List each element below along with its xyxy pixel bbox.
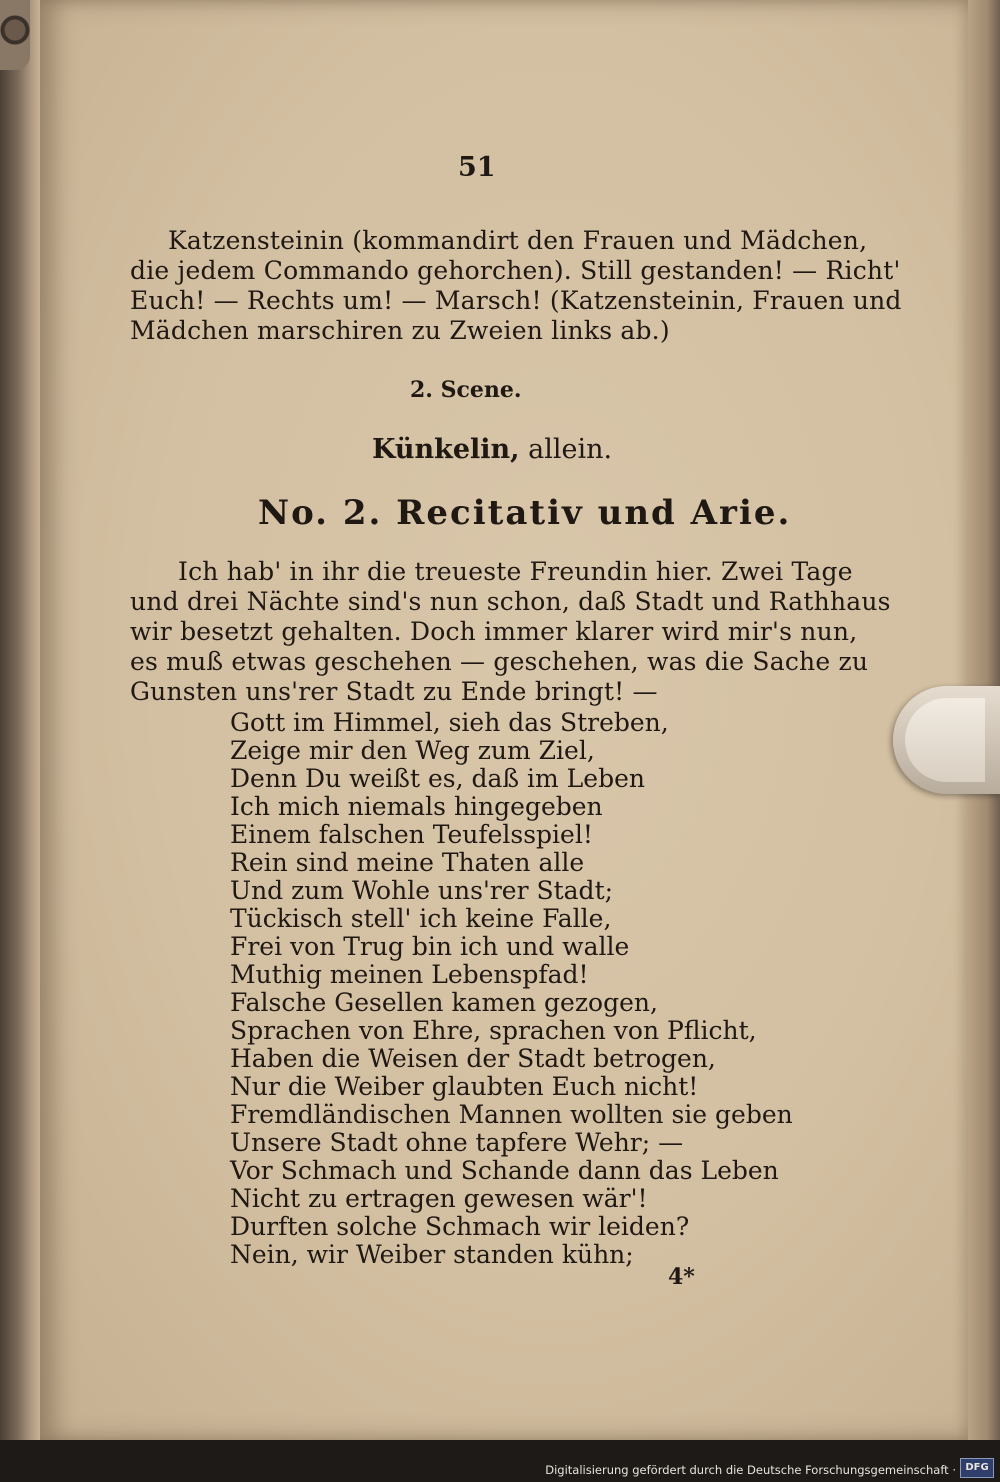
verse-line: Nein, wir Weiber standen kühn; (230, 1240, 634, 1269)
verse-line: Haben die Weisen der Stadt betrogen, (230, 1044, 716, 1073)
verse-line: Unsere Stadt ohne tapfere Wehr; — (230, 1128, 684, 1157)
text-line: Ich hab' in ihr die treueste Freundin hier. Zwei Tage (178, 557, 853, 586)
verse-line: Denn Du weißt es, daß im Leben (230, 764, 645, 793)
verse-line: Einem falschen Teufelsspiel! (230, 820, 593, 849)
verse-line: Und zum Wohle uns'rer Stadt; (230, 876, 614, 905)
verse-line: Muthig meinen Lebenspfad! (230, 960, 589, 989)
book-gutter (0, 0, 40, 1482)
verse-line: Rein sind meine Thaten alle (230, 848, 585, 877)
text-line: Katzensteinin (kommandirt den Frauen und Mädchen, (168, 226, 868, 255)
role-name: Künkelin, (372, 434, 520, 465)
sheet-signature: 4* (668, 1264, 695, 1290)
verse-line: Sprachen von Ehre, sprachen von Pflicht, (230, 1016, 757, 1045)
page-number: 51 (458, 152, 496, 183)
verse-line: Ich mich niemals hingegeben (230, 792, 603, 821)
verse-line: Nur die Weiber glaubten Euch nicht! (230, 1072, 699, 1101)
verse-line: Nicht zu ertragen gewesen wär'! (230, 1184, 648, 1213)
verse-line: Gott im Himmel, sieh das Streben, (230, 708, 669, 737)
text-line: es muß etwas geschehen — geschehen, was die Sache zu (130, 647, 869, 676)
text-line: Gunsten uns'rer Stadt zu Ende bringt! — (130, 677, 658, 706)
text-line: und drei Nächte sind's nun schon, daß Stadt und Rathhaus (130, 587, 891, 616)
role-line (372, 434, 612, 465)
verse-line: Frei von Trug bin ich und walle (230, 932, 630, 961)
role-note: allein. (528, 434, 613, 465)
text-line: Euch! — Rechts um! — Marsch! (Katzensteinin, Frauen und (130, 286, 902, 315)
dfg-logo: DFG (960, 1458, 994, 1478)
verse-line: Falsche Gesellen kamen gezogen, (230, 988, 658, 1017)
verse-line: Fremdländischen Mannen wollten sie geben (230, 1100, 793, 1129)
funding-notice: Digitalisierung gefördert durch die Deutsche Forschungsgemeinschaft · (545, 1463, 956, 1477)
musical-number-heading: No. 2. Recitativ und Arie. (258, 493, 792, 533)
verse-line: Tückisch stell' ich keine Falle, (230, 904, 612, 933)
page-clip-inner (905, 698, 985, 782)
text-line: wir besetzt gehalten. Doch immer klarer wird mir's nun, (130, 617, 858, 646)
verse-line: Durften solche Schmach wir leiden? (230, 1212, 690, 1241)
binding-ring (0, 0, 30, 70)
text-line: die jedem Commando gehorchen). Still gestanden! — Richt' (130, 256, 901, 285)
scene-heading: 2. Scene. (410, 377, 522, 403)
verse-line: Zeige mir den Weg zum Ziel, (230, 736, 595, 765)
page-clip (893, 686, 1000, 794)
text-line: Mädchen marschiren zu Zweien links ab.) (130, 316, 670, 345)
verse-line: Vor Schmach und Schande dann das Leben (230, 1156, 779, 1185)
